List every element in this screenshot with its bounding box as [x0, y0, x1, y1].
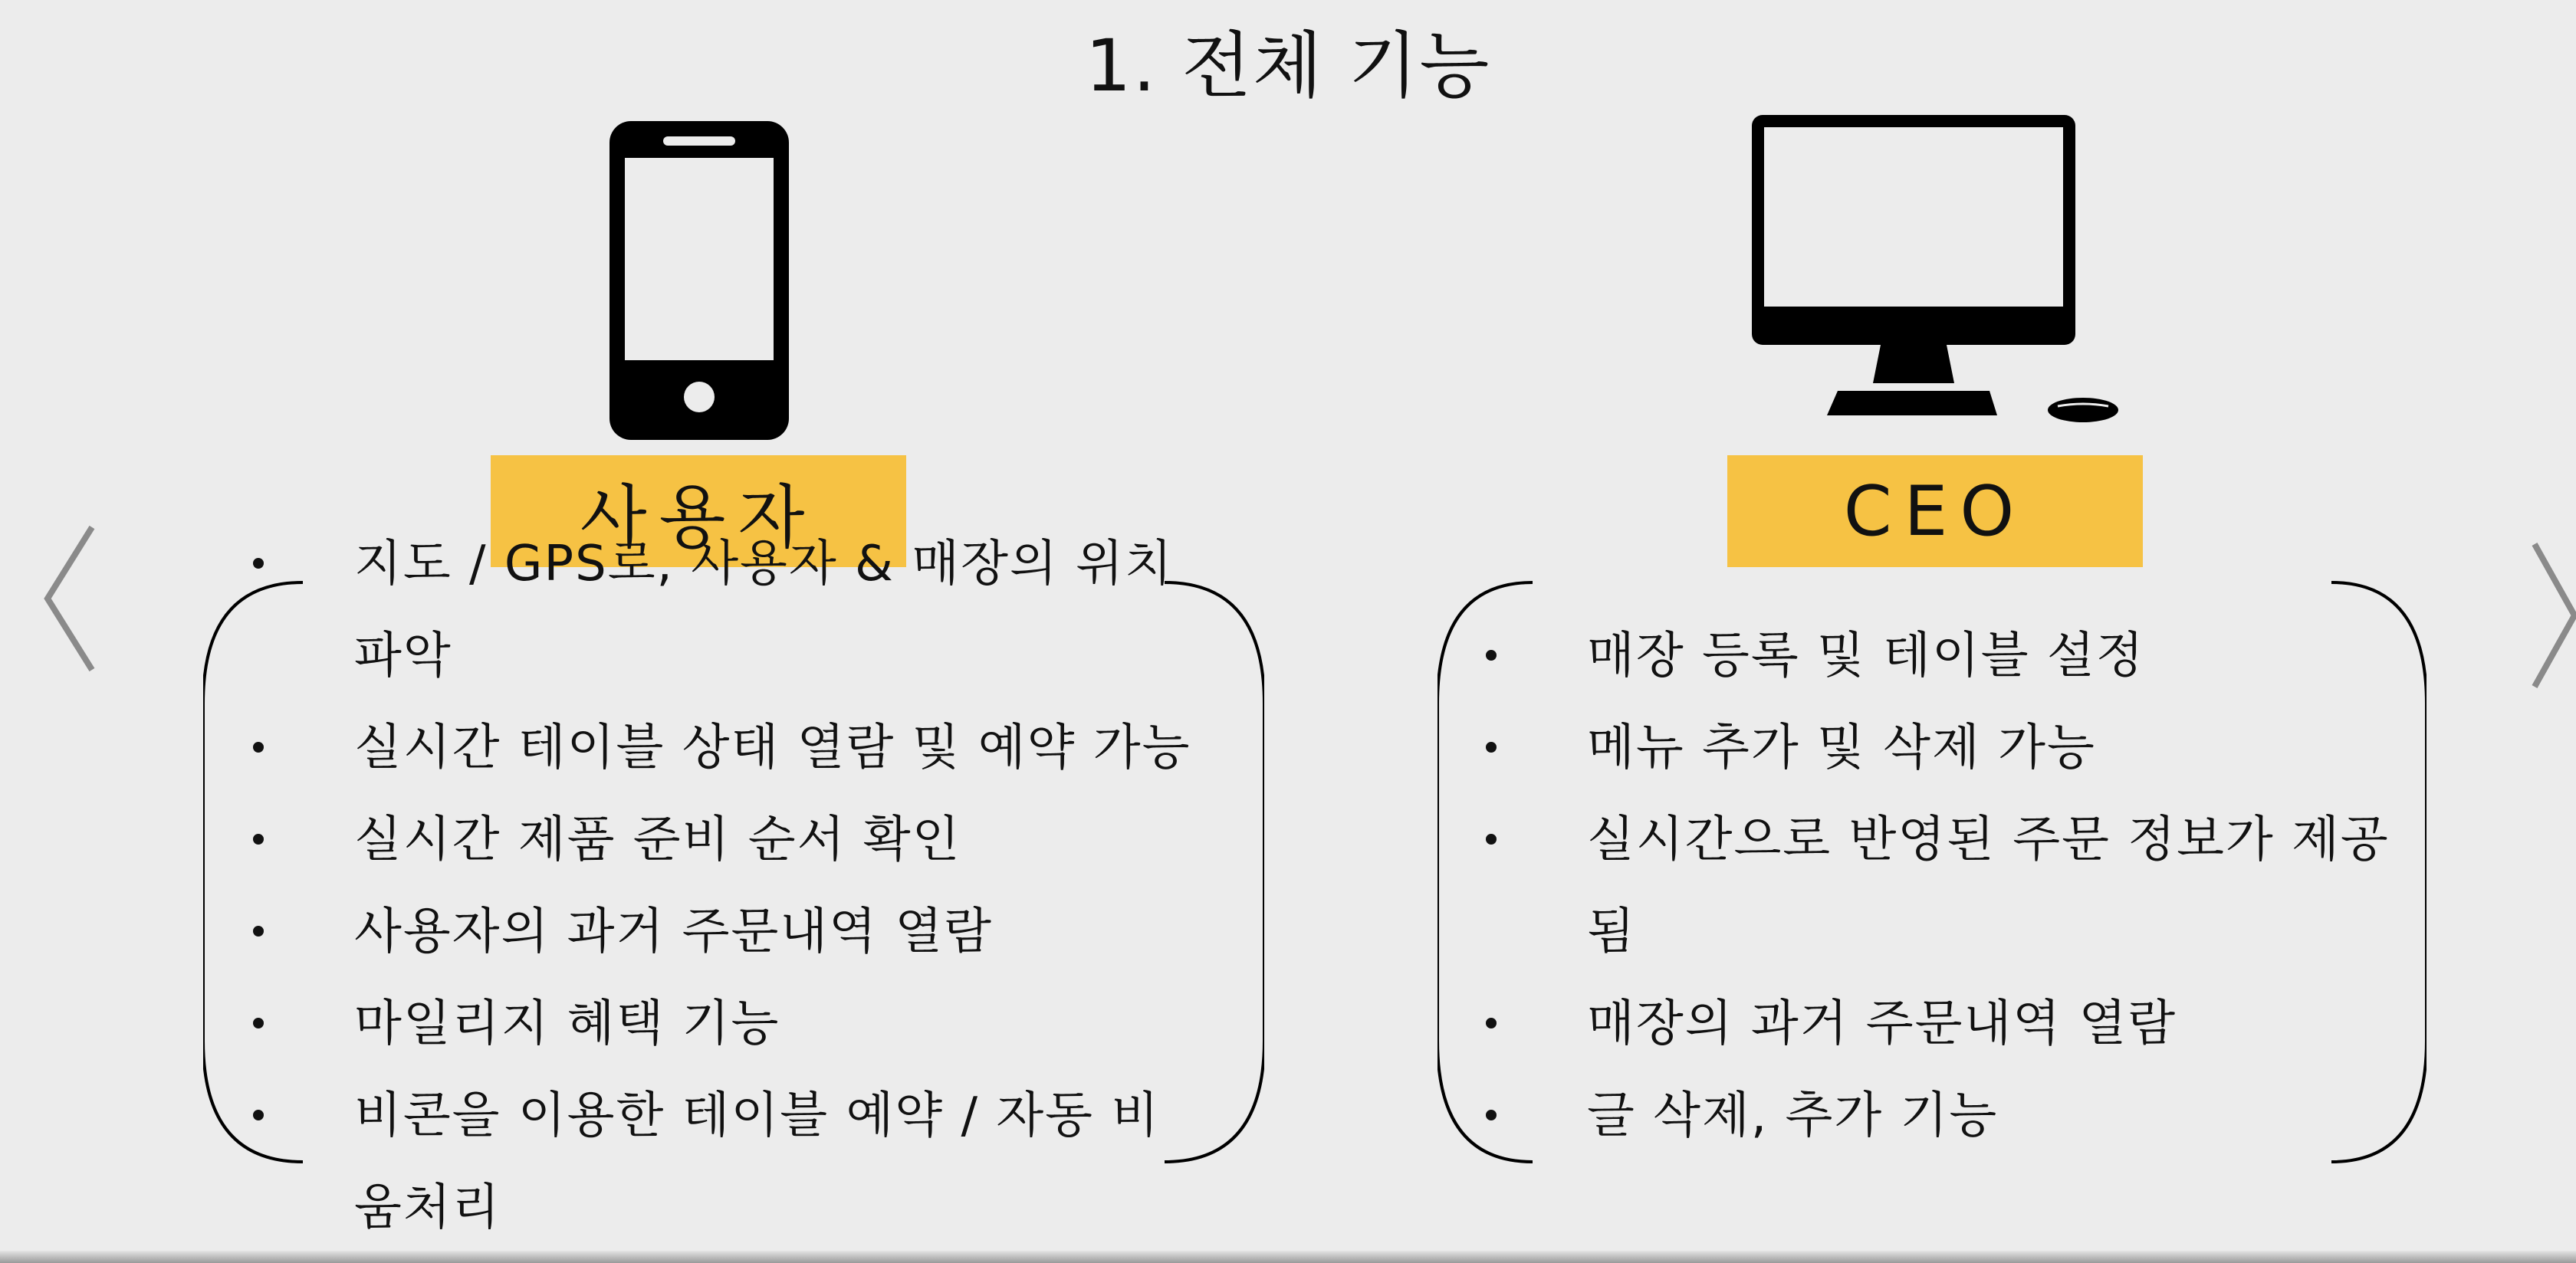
list-item: 실시간 제품 준비 순서 확인 — [253, 794, 1196, 886]
chevron-left-icon[interactable] — [41, 524, 97, 673]
list-item: 비콘을 이용한 테이블 예약 / 자동 비움처리 — [253, 1070, 1196, 1254]
mouse-icon — [2047, 397, 2119, 423]
slide-bottom-edge — [0, 1251, 2576, 1263]
list-item: 마일리지 혜택 기능 — [253, 978, 1196, 1070]
list-item: 글 삭제, 추가 기능 — [1486, 1070, 2390, 1162]
desktop-monitor-icon — [1752, 115, 2075, 423]
chevron-right-icon[interactable] — [2532, 541, 2576, 690]
list-item: 실시간 테이블 상태 열람 및 예약 가능 — [253, 702, 1196, 794]
smartphone-icon — [610, 121, 789, 440]
list-item: 사용자의 과거 주문내역 열람 — [253, 886, 1196, 978]
user-feature-list — [253, 518, 1196, 1254]
list-item: 매장의 과거 주문내역 열람 — [1486, 978, 2390, 1070]
ceo-feature-list — [1486, 610, 2390, 1162]
list-item: 매장 등록 및 테이블 설정 — [1486, 610, 2390, 702]
user-label: 사용자 — [491, 455, 906, 567]
list-item: 실시간으로 반영된 주문 정보가 제공됨 — [1486, 794, 2390, 978]
list-item: 메뉴 추가 및 삭제 가능 — [1486, 702, 2390, 794]
slide-title: 1. 전체 기능 — [1085, 25, 1491, 108]
ceo-label: CEO — [1727, 455, 2143, 567]
list-item: 지도 / GPS로, 사용자 & 매장의 위치파악 — [253, 518, 1196, 702]
